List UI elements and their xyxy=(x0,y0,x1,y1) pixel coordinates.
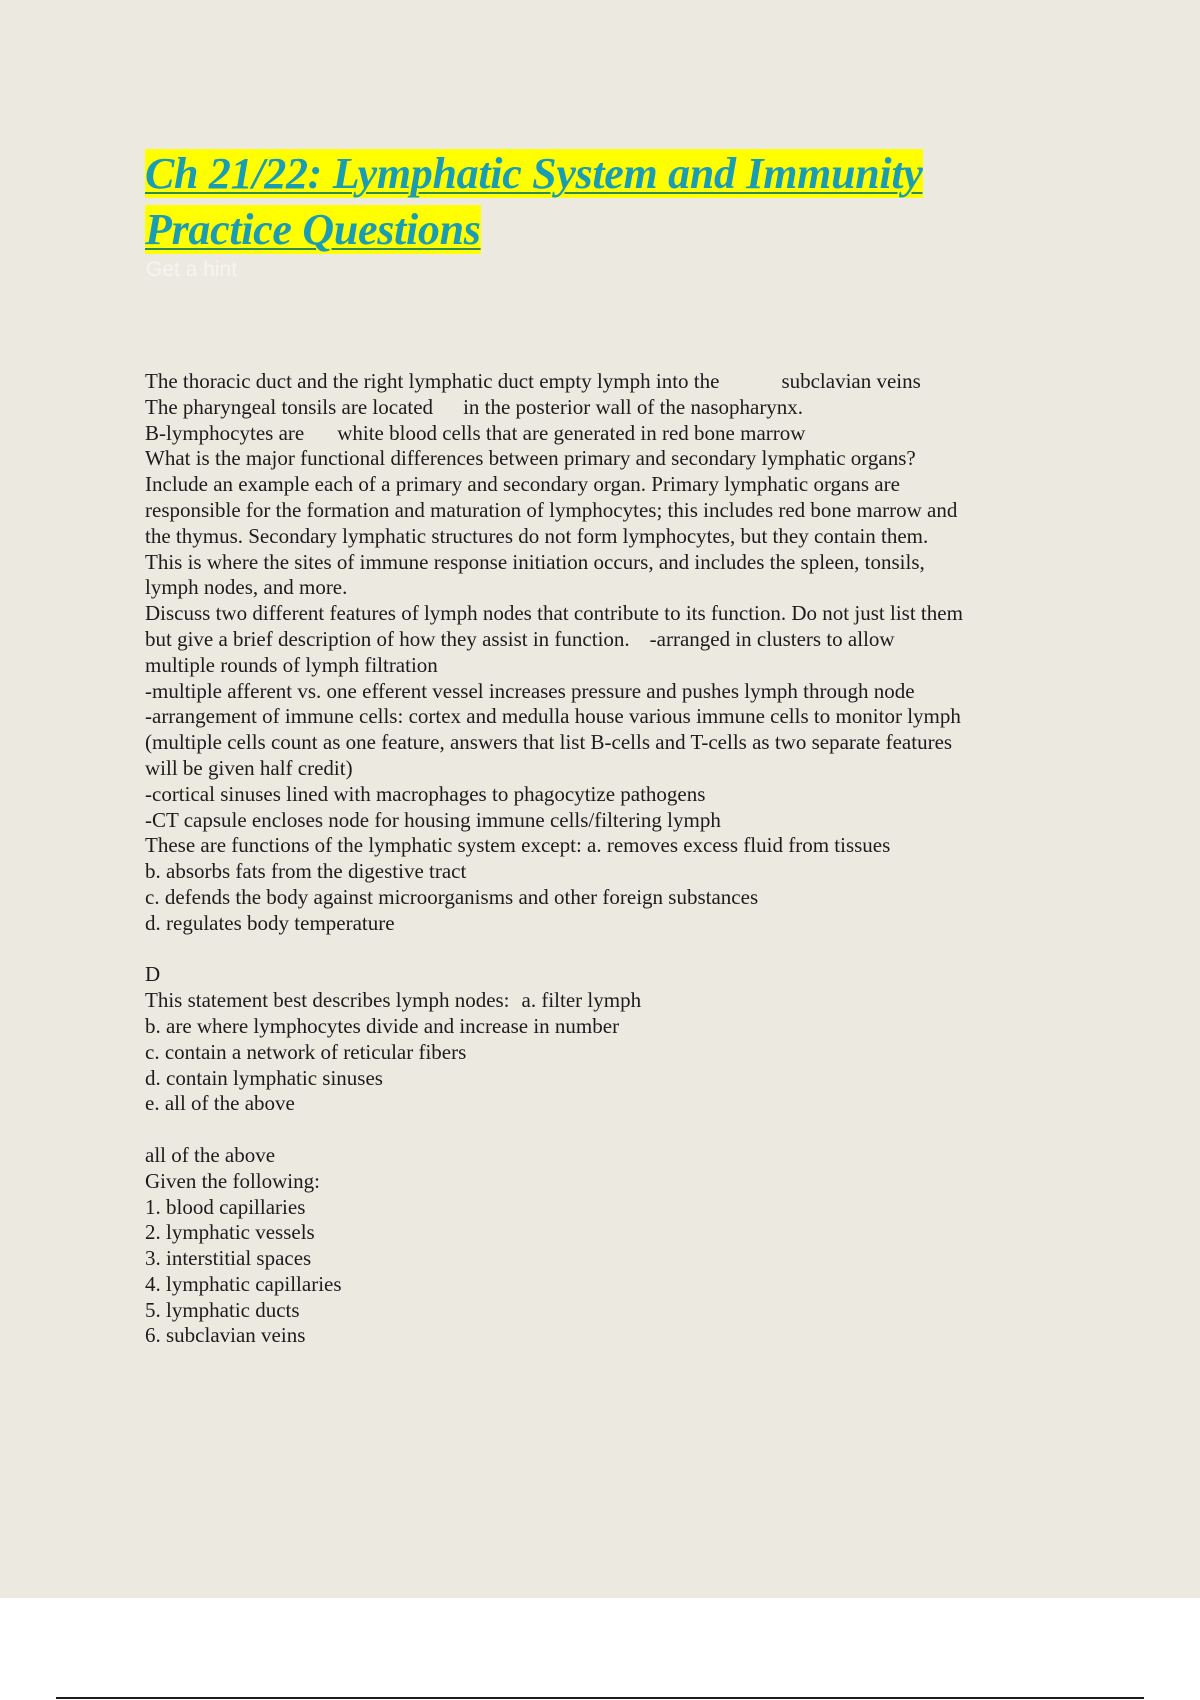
qa-line xyxy=(145,421,1095,447)
list-item: 4. lymphatic capillaries xyxy=(145,1271,342,1296)
text-line: c. contain a network of reticular fibers xyxy=(145,1039,467,1064)
text-line: responsible for the formation and maturation of lymphocytes; this includes red bone marrow and xyxy=(145,497,958,522)
text-line: d. regulates body temperature xyxy=(145,910,395,935)
list-item: 2. lymphatic vessels xyxy=(145,1220,315,1245)
text-line: multiple rounds of lymph filtration xyxy=(145,652,438,677)
answer-text: white blood cells that are generated in red bone marrow xyxy=(337,420,806,445)
title-line-2[interactable]: Practice Questions xyxy=(145,205,481,254)
text-line: Include an example each of a primary and secondary organ. Primary lymphatic organs are xyxy=(145,472,900,497)
answer-line: all of the above xyxy=(145,1142,276,1167)
text-line: These are functions of the lymphatic system except: a. removes excess fluid from tissues xyxy=(145,833,891,858)
list-item: 5. lymphatic ducts xyxy=(145,1297,300,1322)
text-line: Discuss two different features of lymph nodes that contribute to its function. Do not just list them xyxy=(145,601,963,626)
text-line: c. defends the body against microorganisms and other foreign substances xyxy=(145,884,759,909)
text-line: lymph nodes, and more. xyxy=(145,575,348,600)
get-a-hint-link[interactable]: Get a hint xyxy=(146,258,238,281)
qa-line xyxy=(145,395,1095,421)
text-line: will be given half credit) xyxy=(145,755,353,780)
page-footer-divider xyxy=(56,1697,1144,1699)
text-line: Given the following: xyxy=(145,1168,320,1193)
answer-text: in the posterior wall of the nasopharynx. xyxy=(463,394,804,419)
option-text: a. filter lymph xyxy=(521,988,642,1013)
qa-line xyxy=(145,369,1095,395)
answer-text: -arranged in clusters to allow xyxy=(649,626,895,651)
text-line: (multiple cells count as one feature, answers that list B-cells and T-cells as two separate features xyxy=(145,730,953,755)
text-line: -CT capsule encloses node for housing immune cells/filtering lymph xyxy=(145,807,721,832)
text-line xyxy=(145,988,1095,1014)
question-text: The pharyngeal tonsils are located xyxy=(145,394,434,419)
text-line: d. contain lymphatic sinuses xyxy=(145,1065,383,1090)
list-item: 1. blood capillaries xyxy=(145,1194,306,1219)
text-line: b. absorbs fats from the digestive tract xyxy=(145,859,467,884)
answer-text: subclavian veins xyxy=(781,369,921,393)
text-line: e. all of the above xyxy=(145,1091,295,1116)
text-line: the thymus. Secondary lymphatic structures do not form lymphocytes, but they contain them. xyxy=(145,523,929,548)
question-text: The thoracic duct and the right lymphatic duct empty lymph into the xyxy=(145,369,720,393)
text-line: What is the major functional differences between primary and secondary lymphatic organs? xyxy=(145,446,916,471)
question-text: This statement best describes lymph nodes: xyxy=(145,988,510,1013)
document-title xyxy=(145,146,1045,258)
text-line: -arrangement of immune cells: cortex and medulla house various immune cells to monitor lymph xyxy=(145,704,961,729)
blank-line xyxy=(145,1117,1095,1143)
text-line: This is where the sites of immune response initiation occurs, and includes the spleen, tonsils, xyxy=(145,549,925,574)
document-body xyxy=(145,369,1095,1349)
text-line: -cortical sinuses lined with macrophages to phagocytize pathogens xyxy=(145,781,706,806)
question-text: but give a brief description of how they assist in function. xyxy=(145,626,630,651)
blank-line xyxy=(145,937,1095,963)
text-line: -multiple afferent vs. one efferent vessel increases pressure and pushes lymph through node xyxy=(145,678,915,703)
answer-line: D xyxy=(145,962,161,987)
list-item: 3. interstitial spaces xyxy=(145,1246,312,1271)
title-line-1[interactable]: Ch 21/22: Lymphatic System and Immunity xyxy=(145,149,923,198)
list-item: 6. subclavian veins xyxy=(145,1323,306,1348)
text-line: b. are where lymphocytes divide and increase in number xyxy=(145,1013,620,1038)
question-text: B-lymphocytes are xyxy=(145,420,305,445)
text-line xyxy=(145,627,1095,653)
